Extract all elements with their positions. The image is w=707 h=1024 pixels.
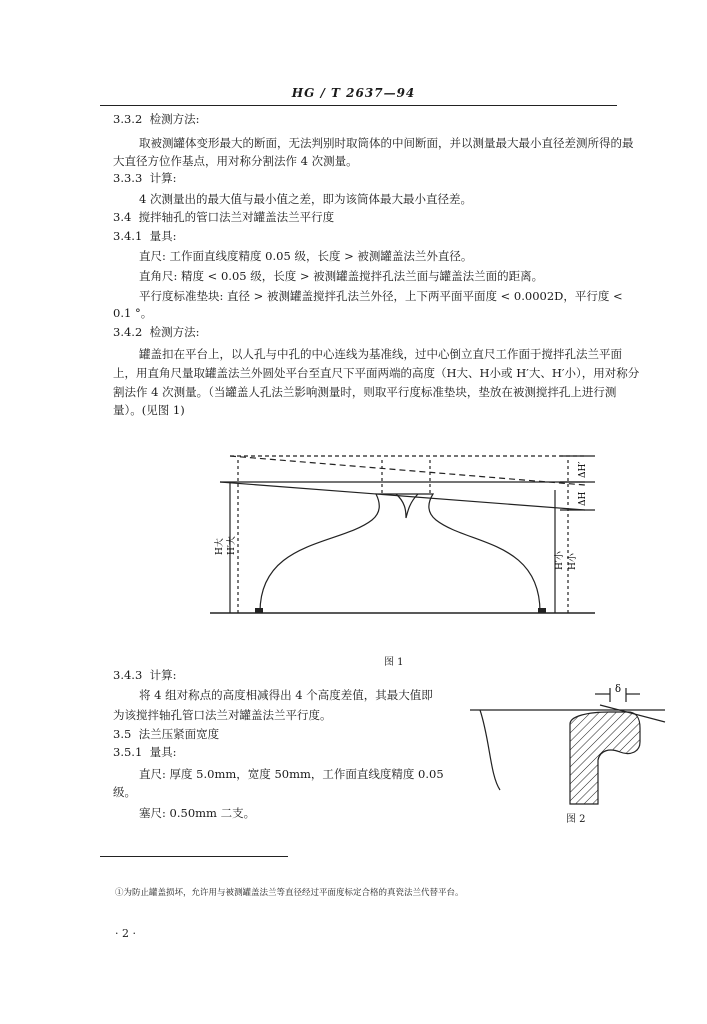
label-h-small-prime: H′小 [555,551,565,570]
paragraph-line: 直尺: 工作面直线度精度 0.05 级，长度 > 被测罐盖法兰外直径。 [139,249,473,263]
section-title: 量具: [149,229,177,243]
paragraph-line: 平行度标准垫块: 直径 > 被测罐盖搅拌孔法兰外径，上下两平面平面度 < 0.0002D，平行度 < [139,289,623,303]
paragraph-line: 直尺: 厚度 5.0mm，宽度 50mm，工作面直线度精度 0.05 [139,767,444,781]
section-number: 3.4.3 [113,668,143,682]
section-number: 3.4.1 [113,229,143,243]
section-title: 检测方法: [149,325,200,339]
section-title: 计算: [149,171,177,185]
section-title: 检测方法: [149,112,200,126]
figure-1-drawing [200,430,620,630]
footnote-rule [100,856,288,857]
paragraph-line: 级。 [113,785,136,799]
label-h-big-prime: H′大 [227,536,237,555]
tilted-dashed-line [230,456,585,485]
section-number: 3.5 [113,727,132,741]
vessel-wall [480,710,500,790]
section-number: 3.5.1 [113,745,143,759]
paragraph-line: 取被测罐体变形最大的断面，无法判别时取筒体的中间断面，并以测量最大最小直径差测所得的最 [139,136,634,150]
footnote: ①为防止罐盖损坏，允许用与被测罐盖法兰等直径经过平面度标定合格的真瓷法兰代替平台。 [115,888,464,898]
page-number: · 2 · [115,927,136,940]
figure-2-caption: 图 2 [566,814,586,825]
section-3-4-1-heading [113,229,176,244]
section-3-3-2-heading [113,112,199,127]
section-title: 计算: [149,668,177,682]
section-title: 量具: [149,745,177,759]
figure-1-caption: 图 1 [384,657,404,668]
flange-section-hatched [570,712,640,804]
section-number: 3.3.3 [113,171,143,185]
label-delta-h: ΔH [578,491,588,506]
section-3-3-3-heading [113,171,176,186]
paragraph-line: 为该搅拌轴孔管口法兰对罐盖法兰平行度。 [113,708,332,722]
left-foot [255,608,263,613]
section-number: 3.4.2 [113,325,143,339]
paragraph-line: 直角尺: 精度 < 0.05 级，长度 > 被测罐盖搅拌孔法兰面与罐盖法兰面的距离。 [139,269,544,283]
tank-cover-outline [260,494,540,612]
section-number: 3.4 [113,210,132,224]
flange-inner-fillet [396,494,418,518]
figure-2-drawing [470,680,670,810]
label-delta-h-prime: ΔH′ [578,461,588,478]
section-3-5-heading [113,727,219,742]
section-number: 3.3.2 [113,112,143,126]
paragraph-line: 量）。(见图 1) [113,403,185,417]
section-3-4-heading [113,210,334,225]
label-h-big: H大 [215,538,225,555]
section-title: 法兰压紧面宽度 [138,727,220,741]
paragraph-line: 割法作 4 次测量。（当罐盖人孔法兰影响测量时，则取平行度标准垫块，垫放在被测搅拌孔上进行测 [113,385,617,399]
paragraph-line: 罐盖扣在平台上，以人孔与中孔的中心连线为基准线，过中心倒立直尺工作面于搅拌孔法兰平面 [139,347,622,361]
header-rule [100,105,617,106]
page-header: HG / T 2637—94 [291,86,416,100]
straight-edge-tilted [220,482,585,510]
paragraph-line: 将 4 组对称点的高度相减得出 4 个高度差值，其最大值即 [139,688,433,702]
label-delta: δ [615,684,622,695]
label-h-small: H小 [568,553,578,570]
right-foot [538,608,546,613]
paragraph-line: 4 次测量出的最大值与最小值之差，即为该筒体最大最小直径差。 [139,192,472,206]
section-3-4-3-heading [113,668,176,683]
paragraph-line: 0.1 °。 [113,306,153,320]
section-3-5-1-heading [113,745,176,760]
paragraph-line: 塞尺: 0.50mm 二支。 [139,806,256,820]
paragraph-line: 大直径方位作基点，用对称分割法作 4 次测量。 [113,154,358,168]
section-3-4-2-heading [113,325,199,340]
section-title: 搅拌轴孔的管口法兰对罐盖法兰平行度 [138,210,335,224]
paragraph-line: 上，用直角尺量取罐盖法兰外圆处平台至直尺下平面两端的高度（H大、H小或 H′大、H′小），用对称分 [113,366,640,380]
